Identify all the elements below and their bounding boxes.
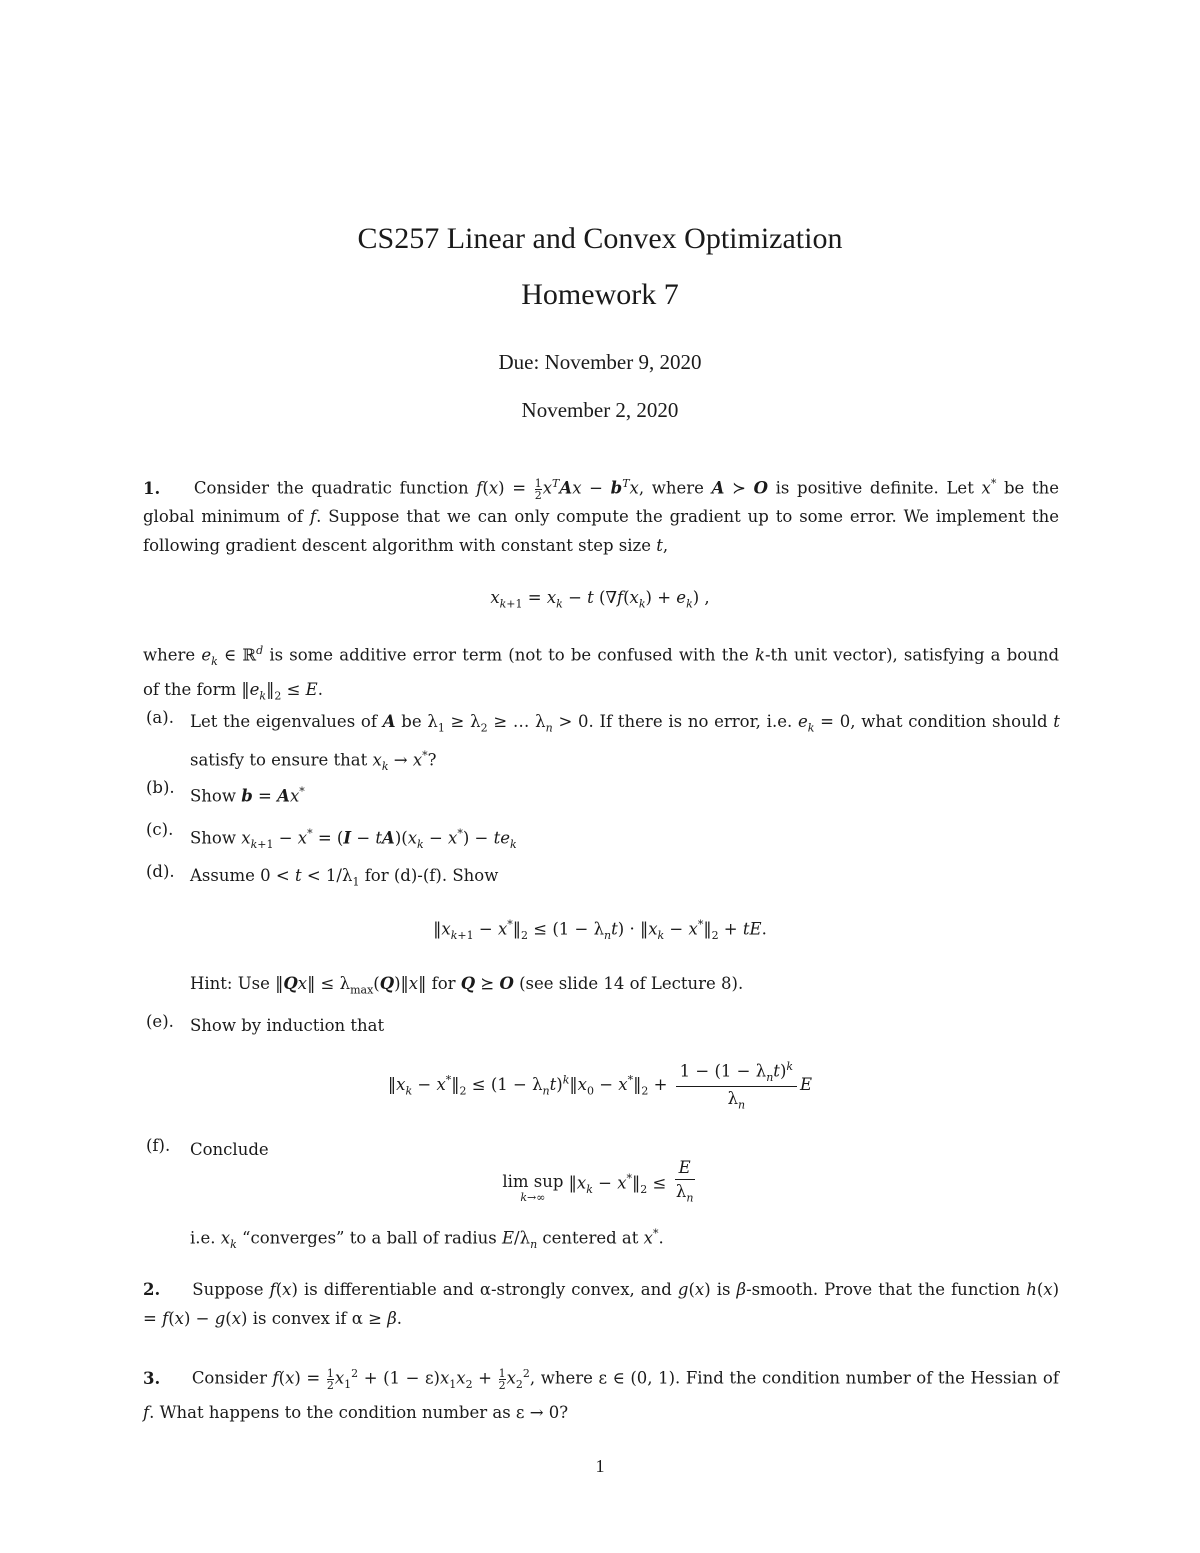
document-title: CS257 Linear and Convex Optimization (357, 222, 843, 255)
part-a-text: Let the eigenvalues of A be $\lambda_1 \ge \lambda_2$ ≥ … $\lambda_n > 0$. If there is no error, i.e. $e_k = 0$, what condition should t satisfy to ensure that $x_k \to x^*$? (190, 712, 1060, 774)
part-f-conclusion: i.e. $x_k$ “converges” to a ball of radius $E/\lambda_n$ centered at x*. (190, 1227, 664, 1251)
problem-1-intro: 1. Consider the quadratic function f(x) = $\frac{1}{2}$ $x^TAx - b^Tx$, where A ≻ O is positive definite. Let x* be the global minimum of f. Suppose that we can only compute the gradient up to some error. We implement the following gradient descent algorithm with constant step size t, (143, 476, 1059, 555)
problem-3-number: 3. (143, 1368, 161, 1388)
part-a-label: (a). (146, 708, 174, 727)
part-f-text: Conclude (190, 1140, 269, 1159)
part-b-label: (b). (146, 778, 175, 797)
problem-2: 2. Suppose f(x) is differentiable and α-strongly convex, and g(x) is β-smooth. Prove that the function h(x) = f(x) − g(x) is convex if α ≥ β. (143, 1280, 1060, 1328)
part-b-text: Show b = Ax* (190, 785, 305, 806)
part-c-label: (c). (146, 820, 174, 839)
equation-part-e: $‖x_k$ − $x^*‖_2 \le (1$ − $\lambda_nt)^k‖x_0$ − $x^*‖_2$ + $\frac{1 - (1 - \lambda_nt)^k}{\lambda_n}$ E (387, 1060, 813, 1112)
document-date: November 2, 2020 (521, 398, 679, 422)
problem-3: 3. Consider f(x) = $\frac{1}{2}$ $x_1^2 + (1 - \varepsilon)x_1x_2$ + $\frac{1}{2}$ $x_2^2$, where ε ∈ (0, 1). Find the condition number of the Hessian of f. What happens to the condition number as ε → 0? (143, 1366, 1059, 1423)
part-d-text: Assume $0 < t < 1/\lambda_1$ for (d)-(f). Show (190, 866, 499, 889)
problem-2-number: 2. (143, 1280, 161, 1299)
homework-number: Homework 7 (521, 278, 679, 311)
equation-part-d: $‖x_{k+1}$ − $x^*‖_2 \le (1 - \lambda_nt)$ · $‖x_k$ − $x^*‖_2$ + tE. (433, 918, 767, 942)
problem-1-error-term: where $e_k$ ∈ ℝ$^d$ is some additive error term (not to be confused with the k-th unit vector), satisfying a bound of the form $‖e_k‖_2 \le E$. (143, 644, 1060, 703)
page-number: 1 (595, 1456, 605, 1476)
part-e-label: (e). (146, 1012, 174, 1031)
equation-gradient-update: $x_{k+1} = x_k - t$ $(\nabla f(x_k) + e_k)$ , (490, 588, 710, 611)
part-e-text: Show by induction that (190, 1016, 385, 1035)
equation-part-f: lim sup k→∞ $‖x_k$ − $x^*‖_2$ ≤ $\frac{E}{\lambda_n}$ (502, 1158, 694, 1205)
p1-text: Consider the quadratic function (193, 478, 469, 498)
due-date: Due: November 9, 2020 (498, 350, 702, 374)
part-f-label: (f). (146, 1136, 171, 1155)
part-d-hint: Hint: Use ‖Qx‖ ≤ $\lambda_{max}(Q)‖x‖$ for Q ⪰ O (see slide 14 of Lecture 8). (190, 974, 744, 997)
part-d-label: (d). (146, 862, 175, 881)
part-c-text: Show $x_{k+1} - x^* = (I - tA)(x_k - x^*) - te_k$ (190, 827, 517, 851)
problem-1-number: 1. (143, 478, 161, 498)
